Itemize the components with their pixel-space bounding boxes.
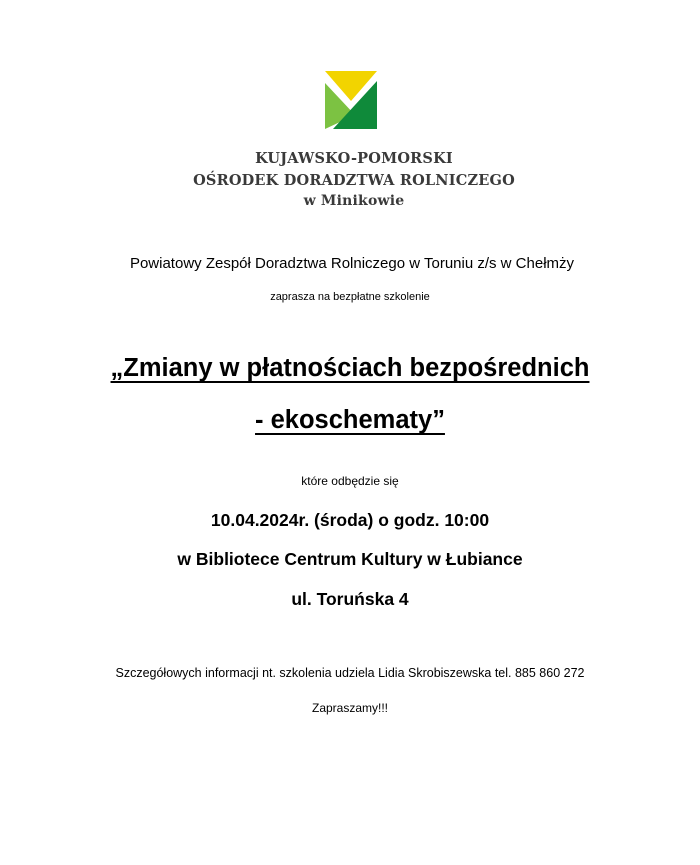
training-title-line-2 <box>0 406 700 435</box>
event-venue: w Bibliotece Centrum Kultury w Łubiance <box>177 549 523 569</box>
event-date-time: 10.04.2024r. (środa) o godz. 10:00 <box>210 510 490 530</box>
organization-name-line-2: OŚRODEK DORADZTWA ROLNICZEGO <box>193 172 515 189</box>
training-title-line-1-text: „Zmiany w płatnościach bezpośrednich <box>110 354 590 382</box>
training-title-line-2-text: - ekoschematy” <box>255 406 445 434</box>
organization-location: w Minikowie <box>303 193 405 209</box>
closing-text: Zapraszamy!!! <box>311 701 389 715</box>
organization-name-line-1: KUJAWSKO-POMORSKI <box>255 150 453 167</box>
host-team: Powiatowy Zespół Doradztwa Rolniczego w Toruniu z/s w Chełmży <box>129 255 575 272</box>
event-street: ul. Toruńska 4 <box>291 589 409 609</box>
event-intro: które odbędzie się <box>301 474 399 488</box>
invitation-text: zaprasza na bezpłatne szkolenie <box>270 291 430 303</box>
contact-info: Szczegółowych informacji nt. szkolenia udziela Lidia Skrobiszewska tel. 885 860 272 <box>115 666 585 680</box>
kpodr-logo-icon <box>325 71 377 129</box>
training-title-line-1 <box>0 354 700 383</box>
